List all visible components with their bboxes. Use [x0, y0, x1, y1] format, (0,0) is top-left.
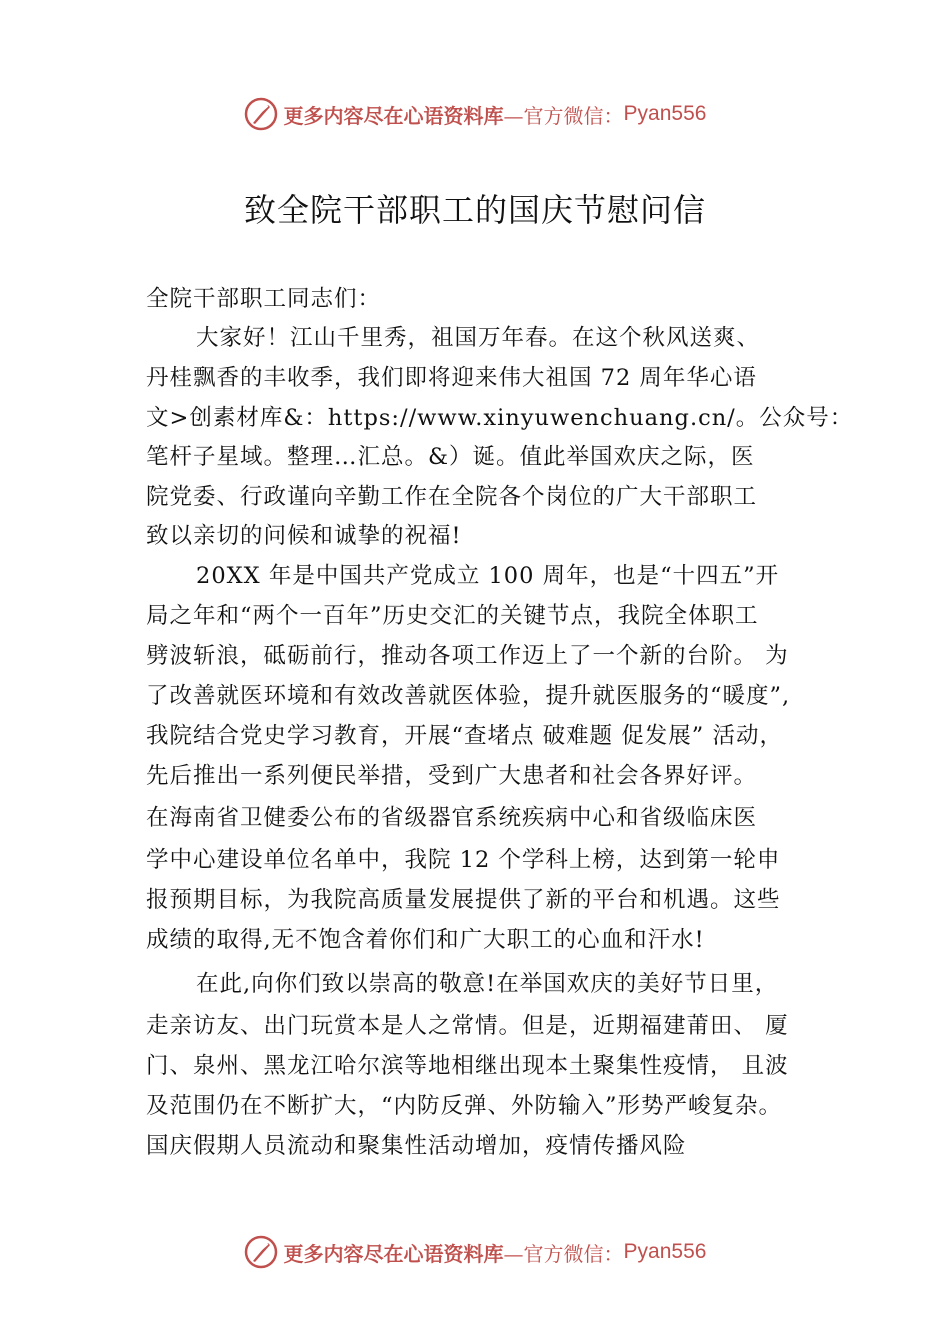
body-line: 了改善就医环境和有效改善就医体验，提升就医服务的“暖度”, [146, 683, 791, 709]
body-line: 丹桂飘香的丰收季，我们即将迎来伟大祖国 72 周年华心语 [146, 365, 757, 391]
body-line: 20XX 年是中国共产党成立 100 周年，也是“十四五”开 [196, 563, 780, 589]
banner-brand: 更多内容尽在心语资料库 [283, 103, 504, 128]
document-title: 致全院干部职工的国庆节慰问信 [243, 191, 706, 229]
body-line: 我院结合党史学习教育，开展“查堵点 破难题 促发展” 活动， [146, 723, 783, 749]
body-line: 学中心建设单位名单中，我院 12 个学科上榜，达到第一轮申 [146, 847, 781, 873]
quill-logo-icon [244, 97, 278, 131]
banner-brand: 更多内容尽在心语资料库 [283, 1241, 504, 1266]
body-line: 院党委、行政谨向辛勤工作在全院各个岗位的广大干部职工 [146, 484, 758, 510]
body-line: 文>创素材库&：https://www.xinyuwenchuang.cn/。公众号： [146, 405, 854, 431]
body-line: 成绩的取得,无不饱含着你们和广大职工的心血和汗水! [146, 927, 705, 953]
body-line: 局之年和“两个一百年”历史交汇的关键节点，我院全体职工 [146, 603, 759, 629]
body-line: 门、泉州、黑龙江哈尔滨等地相继出现本土聚集性疫情， 且波 [146, 1053, 789, 1079]
banner-wechat-label: —官方微信： [503, 1241, 624, 1266]
body-line: 先后推出一系列便民举措，受到广大患者和社会各界好评。 [146, 763, 758, 789]
body-line: 及范围仍在不断扩大，“内防反弹、外防输入”形势严峻复杂。 [146, 1093, 783, 1119]
body-line: 大家好！江山千里秀，祖国万年春。在这个秋风送爽、 [196, 325, 761, 351]
body-line: 劈波斩浪，砥砺前行，推动各项工作迈上了一个新的台阶。 为 [146, 643, 789, 669]
body-line: 在此,向你们致以崇高的敬意!在举国欢庆的美好节日里， [196, 971, 779, 997]
body-line: 国庆假期人员流动和聚集性活动增加，疫情传播风险 [146, 1133, 687, 1159]
banner-wechat-label: —官方微信： [503, 103, 624, 128]
body-line: 报预期目标，为我院高质量发展提供了新的平台和机遇。这些 [146, 887, 781, 913]
body-line: 笔杆子星域。整理…汇总。&）诞。值此举国欢庆之际，医 [146, 444, 755, 470]
banner-account: Pyan556 [623, 1240, 707, 1263]
salutation: 全院干部职工同志们： [146, 286, 382, 312]
body-line: 致以亲切的问候和诚挚的祝福! [146, 523, 462, 549]
banner-account: Pyan556 [623, 102, 707, 125]
footer-banner [0, 1232, 950, 1272]
body-line: 在海南省卫健委公布的省级器官系统疾病中心和省级临床医 [146, 805, 758, 831]
quill-logo-icon [244, 1235, 278, 1269]
body-line: 走亲访友、出门玩赏本是人之常情。但是，近期福建莆田、 厦 [146, 1013, 789, 1039]
header-banner [0, 94, 950, 134]
